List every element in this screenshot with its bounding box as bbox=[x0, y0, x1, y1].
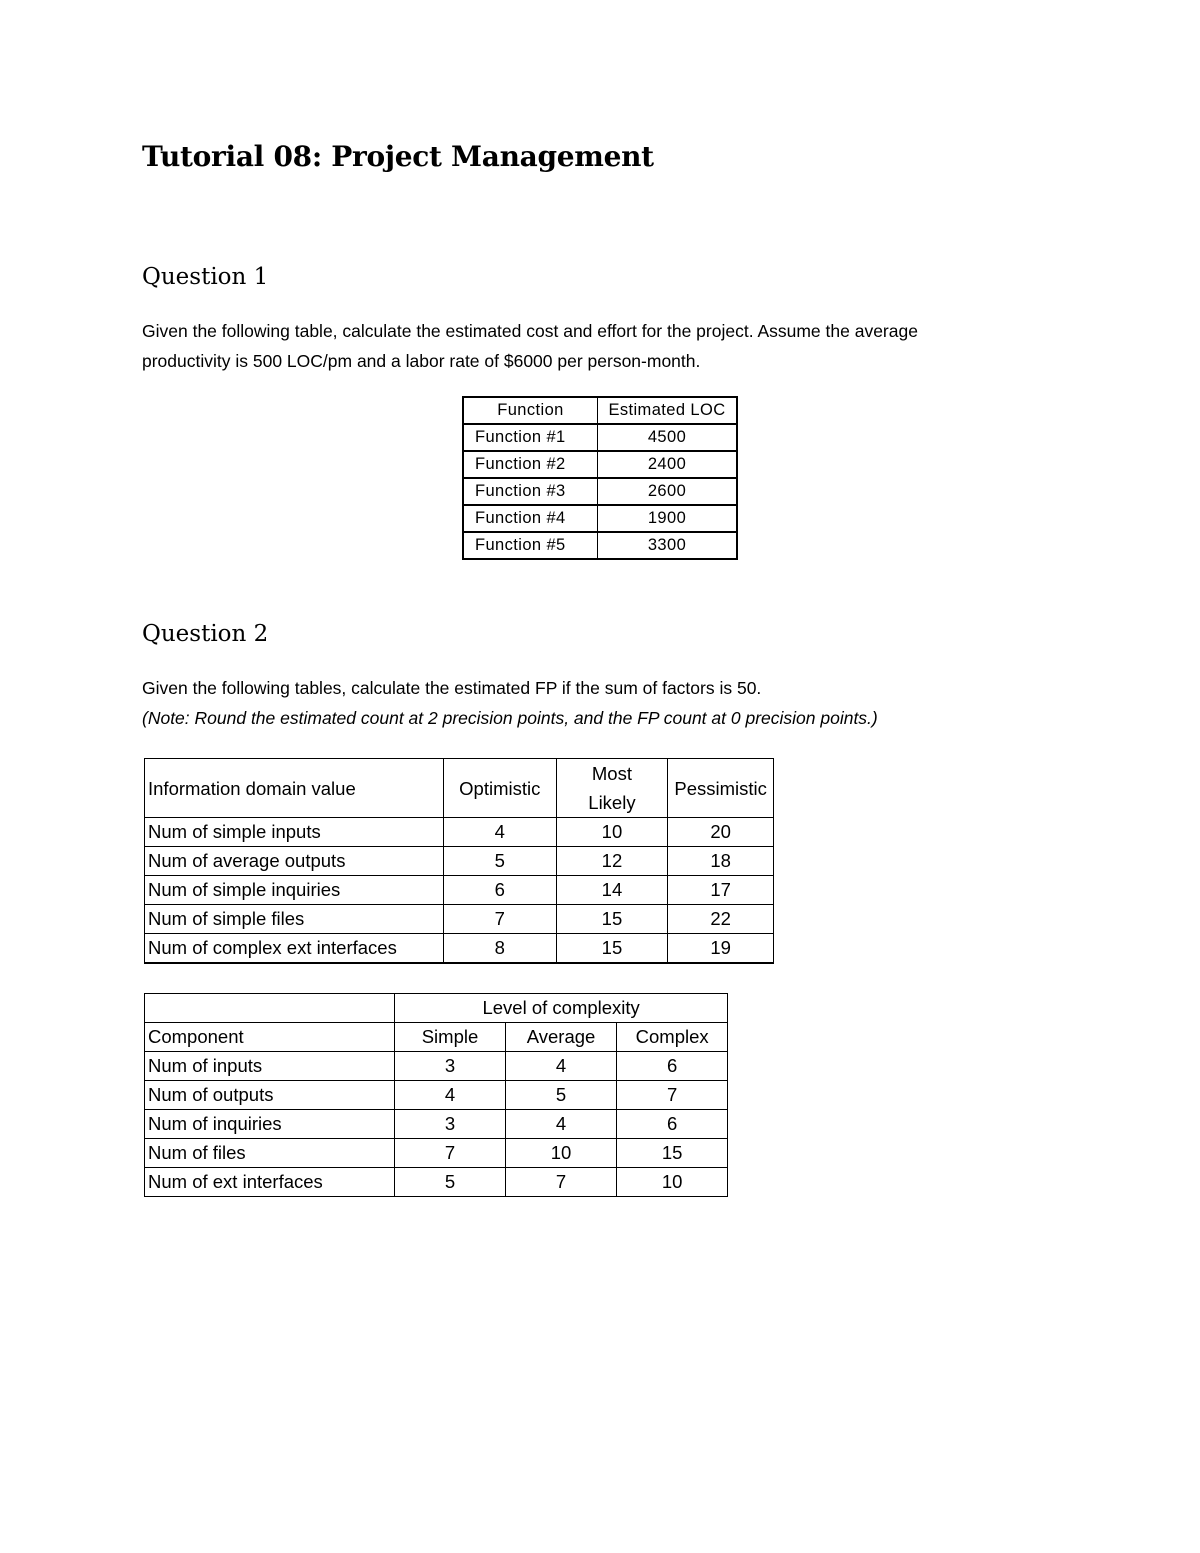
column-header-average: Average bbox=[505, 1023, 617, 1052]
simple-cell: 3 bbox=[395, 1052, 505, 1081]
table-row bbox=[463, 424, 737, 451]
column-header-function: Function bbox=[463, 397, 598, 424]
column-header-optimistic: Optimistic bbox=[443, 759, 556, 818]
component-cell: Num of inquiries bbox=[145, 1110, 395, 1139]
function-cell: Function #1 bbox=[463, 424, 598, 451]
complexity-weights-table bbox=[144, 993, 728, 1197]
most-likely-cell: 14 bbox=[556, 876, 668, 905]
average-cell: 5 bbox=[505, 1081, 617, 1110]
column-header-domain: Information domain value bbox=[145, 759, 444, 818]
table-row bbox=[463, 451, 737, 478]
loc-cell: 1900 bbox=[598, 505, 738, 532]
column-header-simple: Simple bbox=[395, 1023, 505, 1052]
loc-estimate-table bbox=[462, 396, 738, 560]
simple-cell: 4 bbox=[395, 1081, 505, 1110]
function-cell: Function #3 bbox=[463, 478, 598, 505]
most-likely-cell: 12 bbox=[556, 847, 668, 876]
table-row bbox=[145, 1168, 728, 1197]
average-cell: 7 bbox=[505, 1168, 617, 1197]
table-header-row bbox=[463, 397, 737, 424]
simple-cell: 3 bbox=[395, 1110, 505, 1139]
function-cell: Function #5 bbox=[463, 532, 598, 559]
table-header-row bbox=[145, 1023, 728, 1052]
optimistic-cell: 8 bbox=[443, 934, 556, 964]
table-row bbox=[145, 1110, 728, 1139]
component-cell: Num of inputs bbox=[145, 1052, 395, 1081]
question-1-heading: Question 1 bbox=[142, 264, 269, 290]
table-row bbox=[463, 478, 737, 505]
optimistic-cell: 4 bbox=[443, 818, 556, 847]
table-row bbox=[145, 1052, 728, 1081]
most-likely-cell: 15 bbox=[556, 905, 668, 934]
question-2-note: (Note: Round the estimated count at 2 precision points, and the FP count at 0 precision points.) bbox=[142, 708, 878, 728]
complex-cell: 10 bbox=[617, 1168, 728, 1197]
optimistic-cell: 7 bbox=[443, 905, 556, 934]
component-cell: Num of ext interfaces bbox=[145, 1168, 395, 1197]
loc-cell: 3300 bbox=[598, 532, 738, 559]
table-row bbox=[463, 532, 737, 559]
average-cell: 4 bbox=[505, 1110, 617, 1139]
simple-cell: 5 bbox=[395, 1168, 505, 1197]
empty-header-cell bbox=[145, 994, 395, 1023]
optimistic-cell: 6 bbox=[443, 876, 556, 905]
fp-estimate-table bbox=[144, 758, 774, 964]
pessimistic-cell: 19 bbox=[668, 934, 774, 964]
most-likely-line-2: Likely bbox=[588, 792, 636, 813]
domain-cell: Num of complex ext interfaces bbox=[145, 934, 444, 964]
column-header-complex: Complex bbox=[617, 1023, 728, 1052]
most-likely-cell: 15 bbox=[556, 934, 668, 964]
average-cell: 4 bbox=[505, 1052, 617, 1081]
table-row bbox=[145, 934, 774, 964]
pessimistic-cell: 17 bbox=[668, 876, 774, 905]
question-1-text bbox=[142, 316, 918, 376]
column-header-pessimistic: Pessimistic bbox=[668, 759, 774, 818]
table-row bbox=[145, 818, 774, 847]
pessimistic-cell: 22 bbox=[668, 905, 774, 934]
domain-cell: Num of average outputs bbox=[145, 847, 444, 876]
average-cell: 10 bbox=[505, 1139, 617, 1168]
question-2-heading: Question 2 bbox=[142, 621, 269, 647]
pessimistic-cell: 20 bbox=[668, 818, 774, 847]
column-header-component: Component bbox=[145, 1023, 395, 1052]
component-cell: Num of files bbox=[145, 1139, 395, 1168]
most-likely-line-1: Most bbox=[591, 763, 632, 784]
loc-cell: 2600 bbox=[598, 478, 738, 505]
function-cell: Function #4 bbox=[463, 505, 598, 532]
table-header-row bbox=[145, 759, 774, 818]
complex-cell: 6 bbox=[617, 1110, 728, 1139]
level-of-complexity-header: Level of complexity bbox=[395, 994, 728, 1023]
question-1-text-line-1: Given the following table, calculate the estimated cost and effort for the project. Assume the average bbox=[142, 321, 918, 341]
table-row bbox=[145, 1139, 728, 1168]
loc-cell: 4500 bbox=[598, 424, 738, 451]
column-header-estimated-loc: Estimated LOC bbox=[598, 397, 738, 424]
column-header-most-likely bbox=[556, 759, 668, 818]
most-likely-cell: 10 bbox=[556, 818, 668, 847]
table-row bbox=[145, 905, 774, 934]
optimistic-cell: 5 bbox=[443, 847, 556, 876]
component-cell: Num of outputs bbox=[145, 1081, 395, 1110]
table-row bbox=[463, 505, 737, 532]
loc-cell: 2400 bbox=[598, 451, 738, 478]
complex-cell: 7 bbox=[617, 1081, 728, 1110]
question-1-text-line-2: productivity is 500 LOC/pm and a labor rate of $6000 per person-month. bbox=[142, 351, 701, 371]
domain-cell: Num of simple inputs bbox=[145, 818, 444, 847]
domain-cell: Num of simple inquiries bbox=[145, 876, 444, 905]
table-group-header-row bbox=[145, 994, 728, 1023]
question-2-text: Given the following tables, calculate the estimated FP if the sum of factors is 50. bbox=[142, 678, 762, 698]
simple-cell: 7 bbox=[395, 1139, 505, 1168]
domain-cell: Num of simple files bbox=[145, 905, 444, 934]
table-row bbox=[145, 876, 774, 905]
table-row bbox=[145, 1081, 728, 1110]
complex-cell: 6 bbox=[617, 1052, 728, 1081]
page-title: Tutorial 08: Project Management bbox=[142, 140, 654, 173]
pessimistic-cell: 18 bbox=[668, 847, 774, 876]
function-cell: Function #2 bbox=[463, 451, 598, 478]
complex-cell: 15 bbox=[617, 1139, 728, 1168]
table-row bbox=[145, 847, 774, 876]
